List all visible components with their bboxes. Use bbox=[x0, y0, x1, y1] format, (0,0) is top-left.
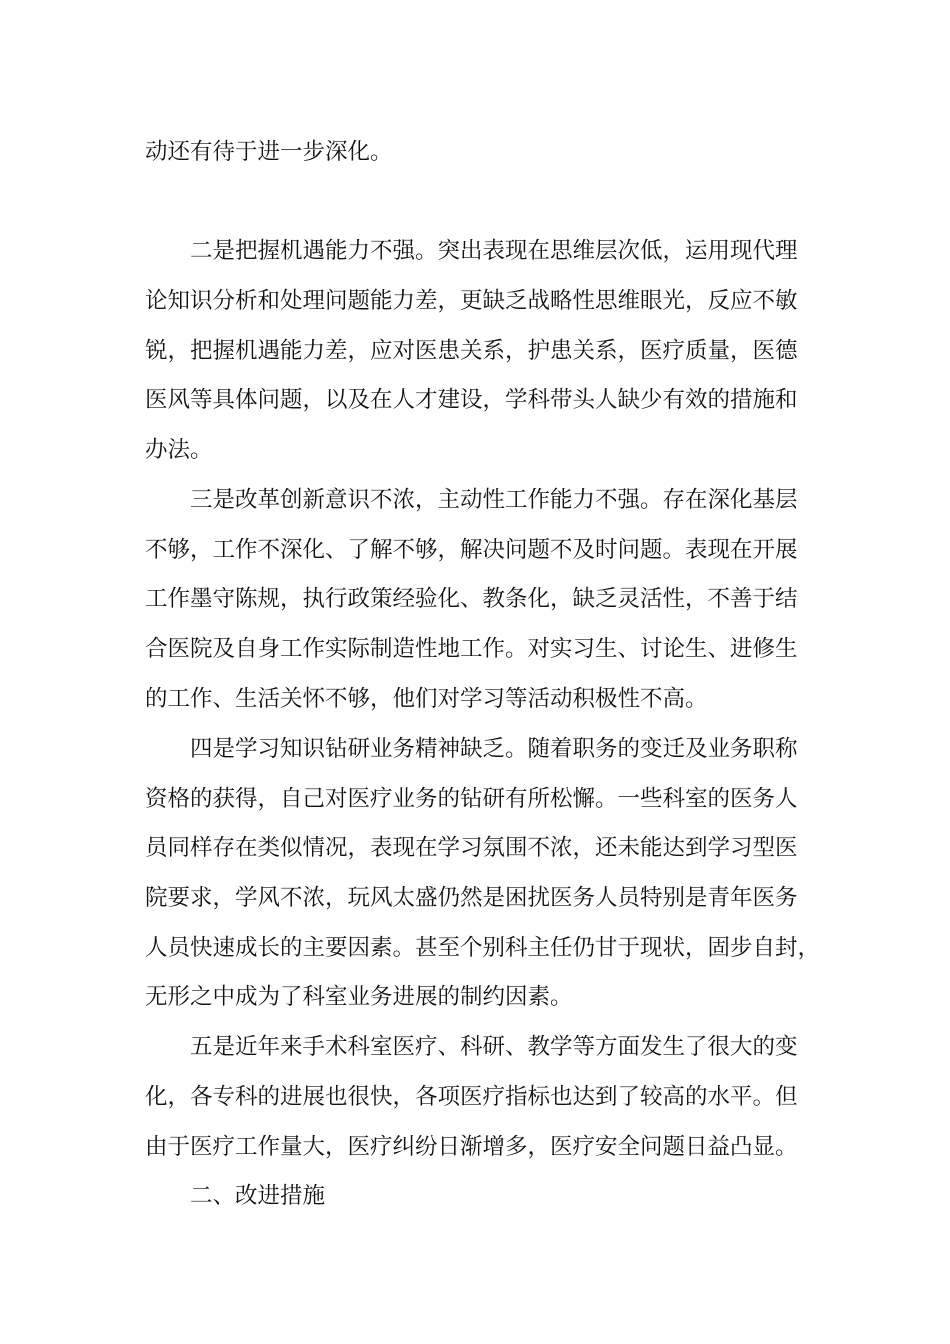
text-line: 院要求，学风不浓，玩风太盛仍然是困扰医务人员特别是青年医务 bbox=[145, 885, 798, 911]
text-line: 的工作、生活关怀不够，他们对学习等活动积极性不高。 bbox=[145, 686, 708, 712]
paragraph-first-line: 三是改革创新意识不浓，主动性工作能力不强。存在深化基层 bbox=[190, 487, 798, 513]
paragraph-first-line: 五是近年来手术科室医疗、科研、教学等方面发生了很大的变 bbox=[190, 1034, 798, 1060]
text-line: 由于医疗工作量大，医疗纠纷日渐增多，医疗安全问题日益凸显。 bbox=[145, 1134, 798, 1160]
text-line: 医风等具体问题，以及在人才建设，学科带头人缺少有效的措施和 bbox=[145, 387, 798, 413]
text-line: 动还有待于进一步深化。 bbox=[145, 139, 393, 165]
paragraph-first-line: 二是把握机遇能力不强。突出表现在思维层次低，运用现代理 bbox=[190, 238, 798, 264]
text-line: 工作墨守陈规，执行政策经验化、教条化，缺乏灵活性，不善于结 bbox=[145, 586, 798, 612]
text-line: 无形之中成为了科室业务进展的制约因素。 bbox=[145, 984, 573, 1010]
text-line: 员同样存在类似情况，表现在学习氛围不浓，还未能达到学习型医 bbox=[145, 835, 798, 861]
text-line: 资格的获得，自己对医疗业务的钻研有所松懈。一些科室的医务人 bbox=[145, 786, 798, 812]
text-line: 不够，工作不深化、了解不够，解决问题不及时问题。表现在开展 bbox=[145, 537, 798, 563]
paragraph-first-line: 四是学习知识钻研业务精神缺乏。随着职务的变迁及业务职称 bbox=[190, 736, 798, 762]
text-line: 化，各专科的进展也很快，各项医疗指标也达到了较高的水平。但 bbox=[145, 1084, 798, 1110]
section-heading: 二、改进措施 bbox=[190, 1183, 326, 1209]
text-line: 锐，把握机遇能力差，应对医患关系，护患关系，医疗质量，医德 bbox=[145, 338, 798, 364]
text-line: 论知识分析和处理问题能力差，更缺乏战略性思维眼光，反应不敏 bbox=[145, 288, 798, 314]
text-line: 人员快速成长的主要因素。甚至个别科主任仍甘于现状，固步自封， bbox=[145, 935, 821, 961]
text-line: 办法。 bbox=[145, 437, 213, 463]
text-line: 合医院及自身工作实际制造性地工作。对实习生、讨论生、进修生 bbox=[145, 636, 798, 662]
